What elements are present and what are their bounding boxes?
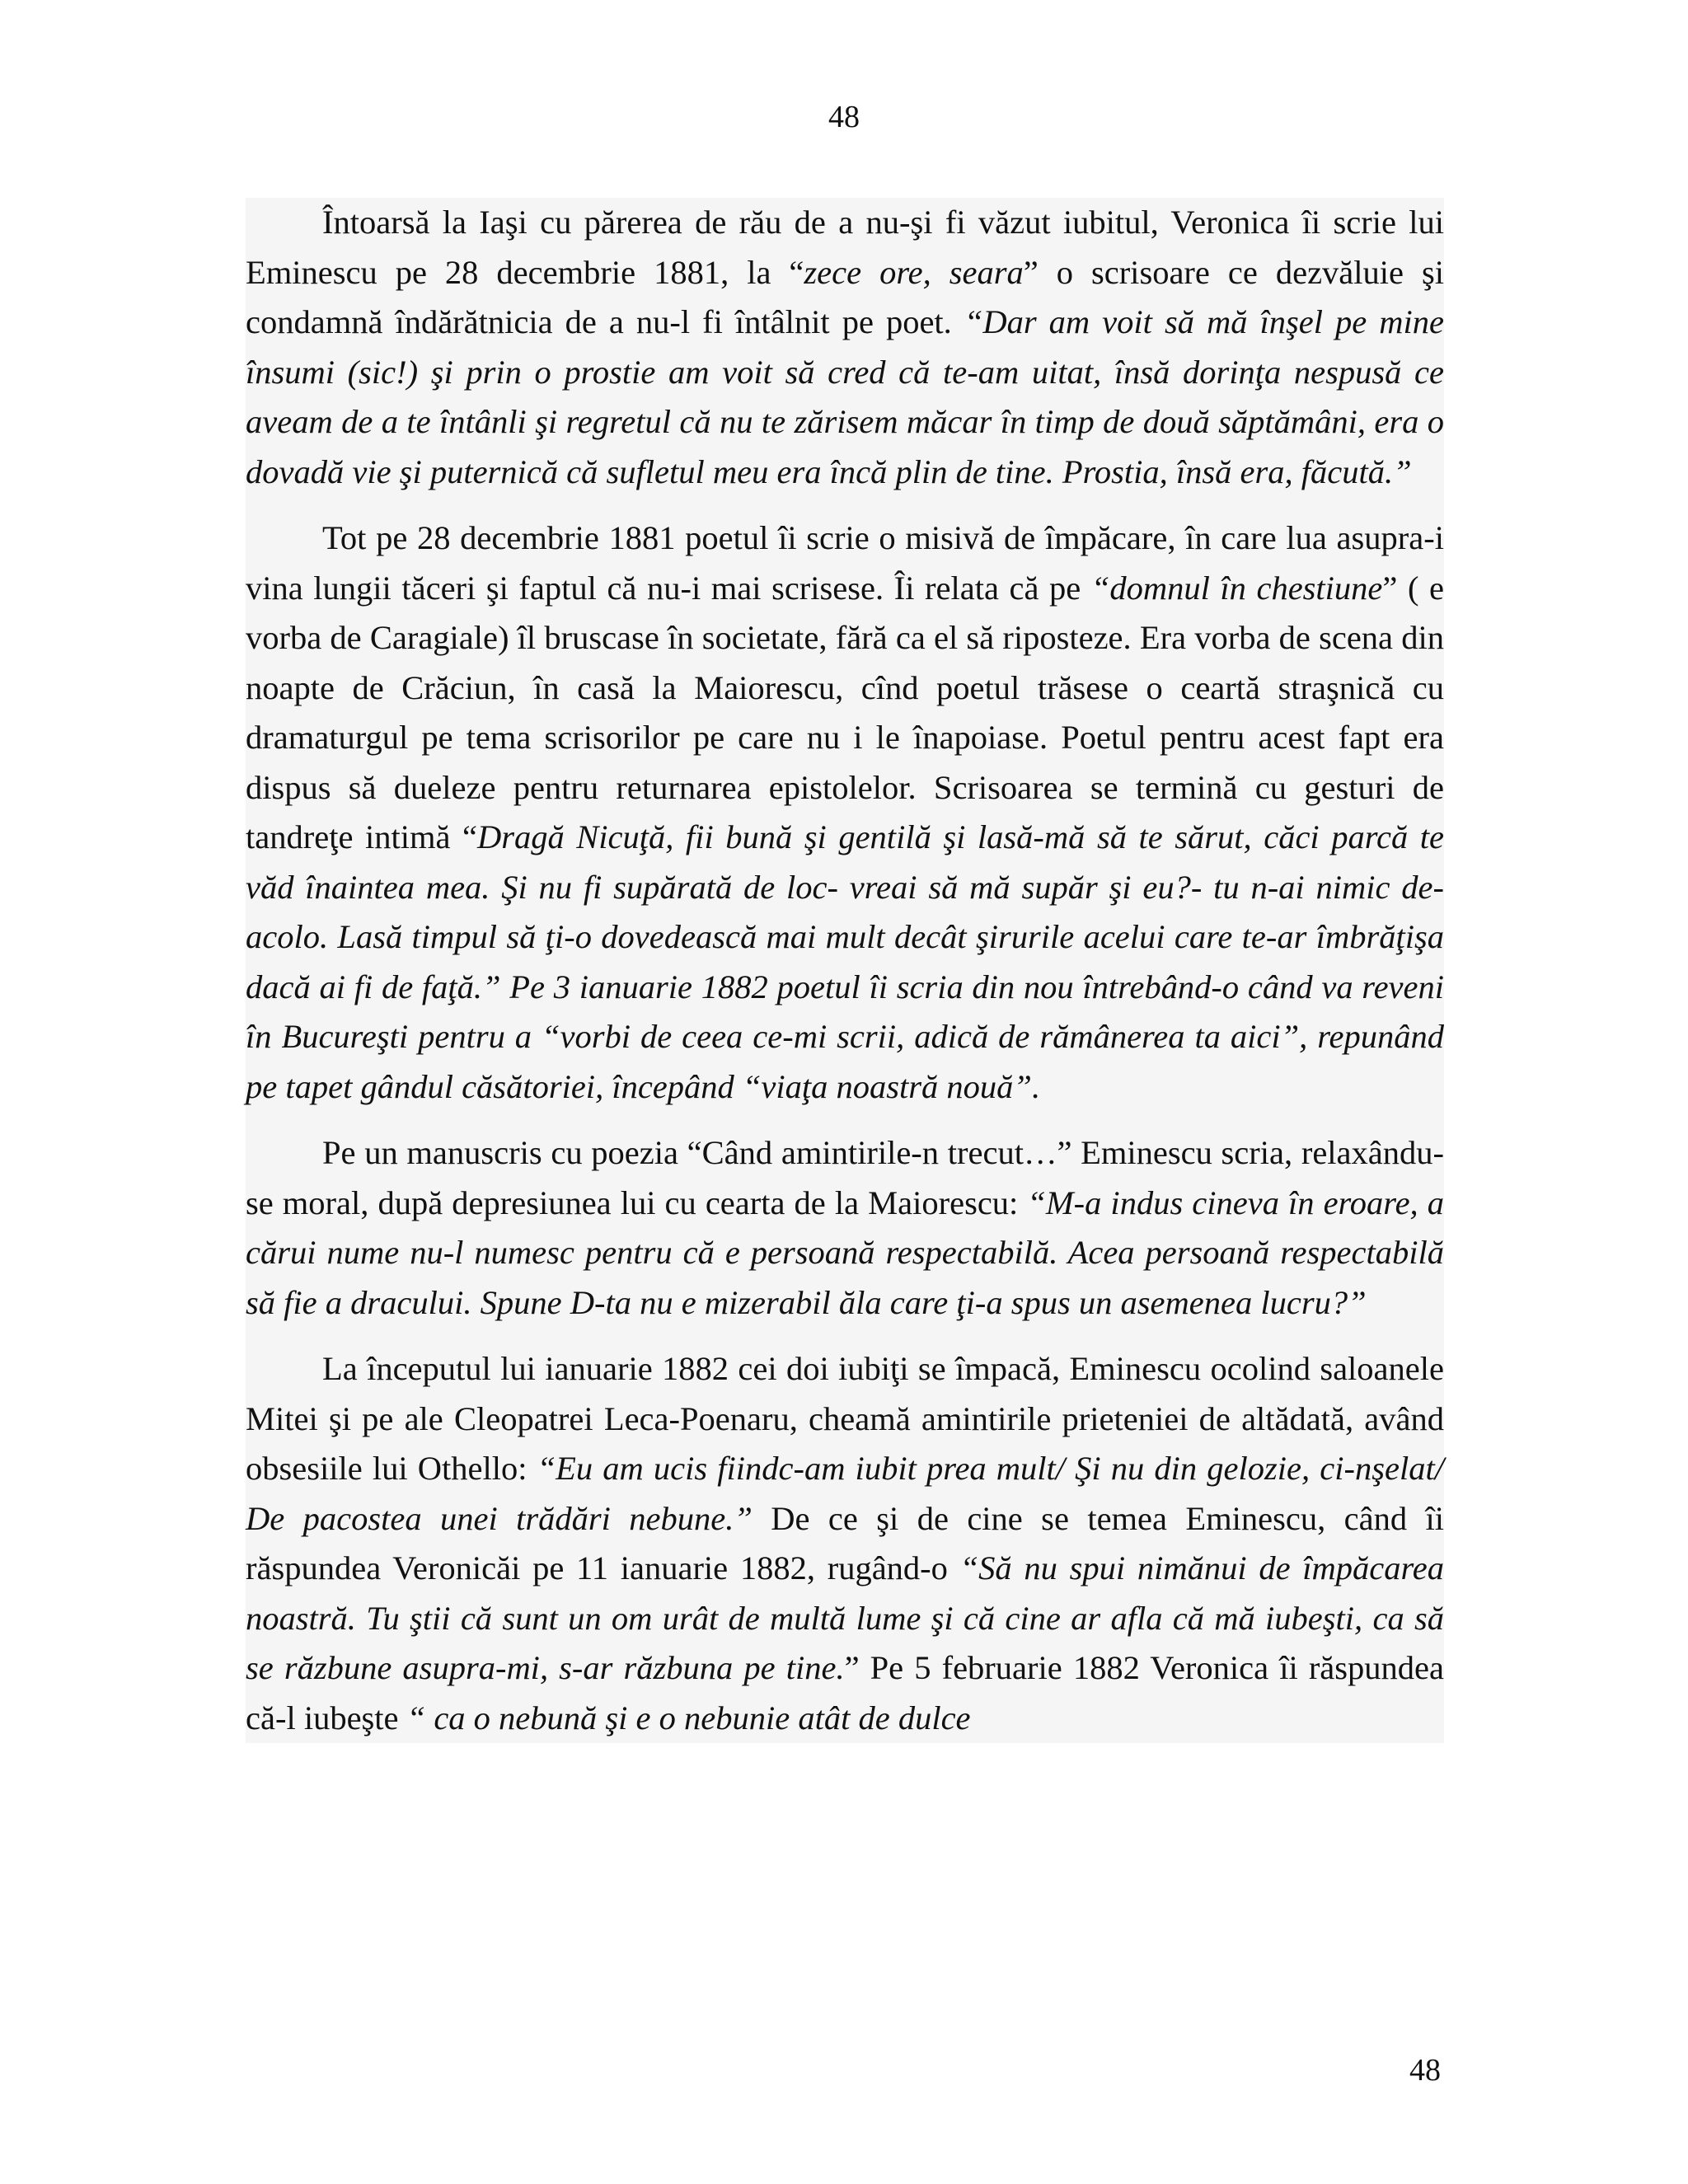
text-segment: ” Pe 5 februarie 1882 Veronica îi răspundea că-l iubeşte: [246, 1649, 1444, 1736]
italic-segment: “Eu am ucis fiindc-am iubit prea mult/ Şi nu din gelozie, ci-nşelat/ De pacostea unei trădări nebune.”: [246, 1450, 1444, 1537]
italic-segment: Dragă Nicuţă, fii bună şi gentilă şi lasă-mă să te sărut, căci parcă te văd înaintea mea. Şi nu fi supărată de loc- vreai să mă supăr şi eu?- tu n-ai nimic de-acolo. Lasă timpul să ţi-o dovedească mai mult decât şirurile acelui care te-ar îmbrăţişa dacă ai fi de faţă.” Pe 3 ianuarie 1882 poetul îi scria din nou întrebând-o când va reveni în Bucureşti pentru a “vorbi de ceea ce-mi scrii, adică de rămânerea ta aici”, repunând pe tapet gândul căsătoriei, începând “viaţa noastră nouă”.: [246, 818, 1444, 1105]
paragraph: [246, 198, 1444, 497]
text-segment: Întoarsă la Iaşi cu părerea de rău de a nu-şi fi văzut iubitul, Veronica îi scrie lui Eminescu pe 28 decembrie 1881, la “: [246, 204, 1444, 291]
italic-segment: “Dar am voit să mă înşel pe mine însumi (sic!) şi prin o prostie am voit să cred că te-am uitat, însă dorinţa nespusă ce aveam de a te întânli şi regretul că nu te zărisem măcar în timp de două săptămâni, era o dovadă vie şi puternică că sufletul meu era încă plin de tine. Prostia, însă era, făcută.”: [246, 303, 1445, 490]
page-number-top: 48: [828, 100, 860, 134]
text-segment: ” o scrisoare ce dezvăluie şi condamnă îndărătnicia de a nu-l fi întâlnit pe poet.: [246, 253, 1445, 340]
italic-segment: “ ca o nebună şi e o nebunie atât de dulce: [406, 1699, 971, 1736]
italic-segment: zece ore, seara: [804, 253, 1024, 291]
text-segment: ” ( e vorba de Caragiale) îl bruscase în societate, fără ca el să riposteze. Era vorba de scena din noapte de Crăciun, în casă la Maiorescu, cînd poetul trăsese o ceartă straşnică cu dramaturgul pe tema scrisorilor pe care nu i le înapoiase. Poetul pentru acest fapt era dispus să dueleze pentru returnarea epistolelor. Scrisoarea se termină cu gesturi de tandreţe intimă “: [246, 569, 1444, 855]
page-number-bottom: 48: [1409, 2053, 1441, 2088]
italic-segment: “Să nu spui nimănui de împăcarea noastră. Tu ştii că sunt un om urât de multă lume şi că cine ar afla că mă iubeşti, ca să se răzbune asupra-mi, s-ar răzbuna pe tine.: [246, 1549, 1444, 1686]
italic-segment: “M-a indus cineva în eroare, a cărui nume nu-l numesc pentru că e persoană respectabilă. Acea persoană respectabilă să fie a dracului. Spune D-ta nu e mizerabil ăla care ţi-a spus un asemenea lucru?”: [246, 1183, 1444, 1321]
paragraph: [246, 513, 1444, 1112]
paragraph: [246, 1344, 1444, 1743]
text-segment: La începutul lui ianuarie 1882 cei doi iubiţi se împacă, Eminescu ocolind saloanele Mitei şi pe ale Cleopatrei Leca-Poenaru, cheamă amintirile prieteniei de altădată, având obsesiile lui Othello:: [246, 1350, 1444, 1487]
italic-segment: “domnul în chestiune: [1090, 569, 1383, 607]
body-text: [246, 198, 1444, 1743]
text-segment: De ce şi de cine se temea Eminescu, când îi răspundea Veronicăi pe 11 ianuarie 1882, rugând-o: [246, 1499, 1444, 1586]
paragraph: [246, 1128, 1444, 1328]
text-segment: Pe un manuscris cu poezia “Când amintirile-n trecut…” Eminescu scria, relaxându-se moral, după depresiunea lui cu cearta de la Maiorescu:: [246, 1134, 1444, 1221]
text-segment: Tot pe 28 decembrie 1881 poetul îi scrie o misivă de împăcare, în care lua asupra-i vina lungii tăceri şi faptul că nu-i mai scrisese. Îi relata că pe: [246, 519, 1444, 607]
